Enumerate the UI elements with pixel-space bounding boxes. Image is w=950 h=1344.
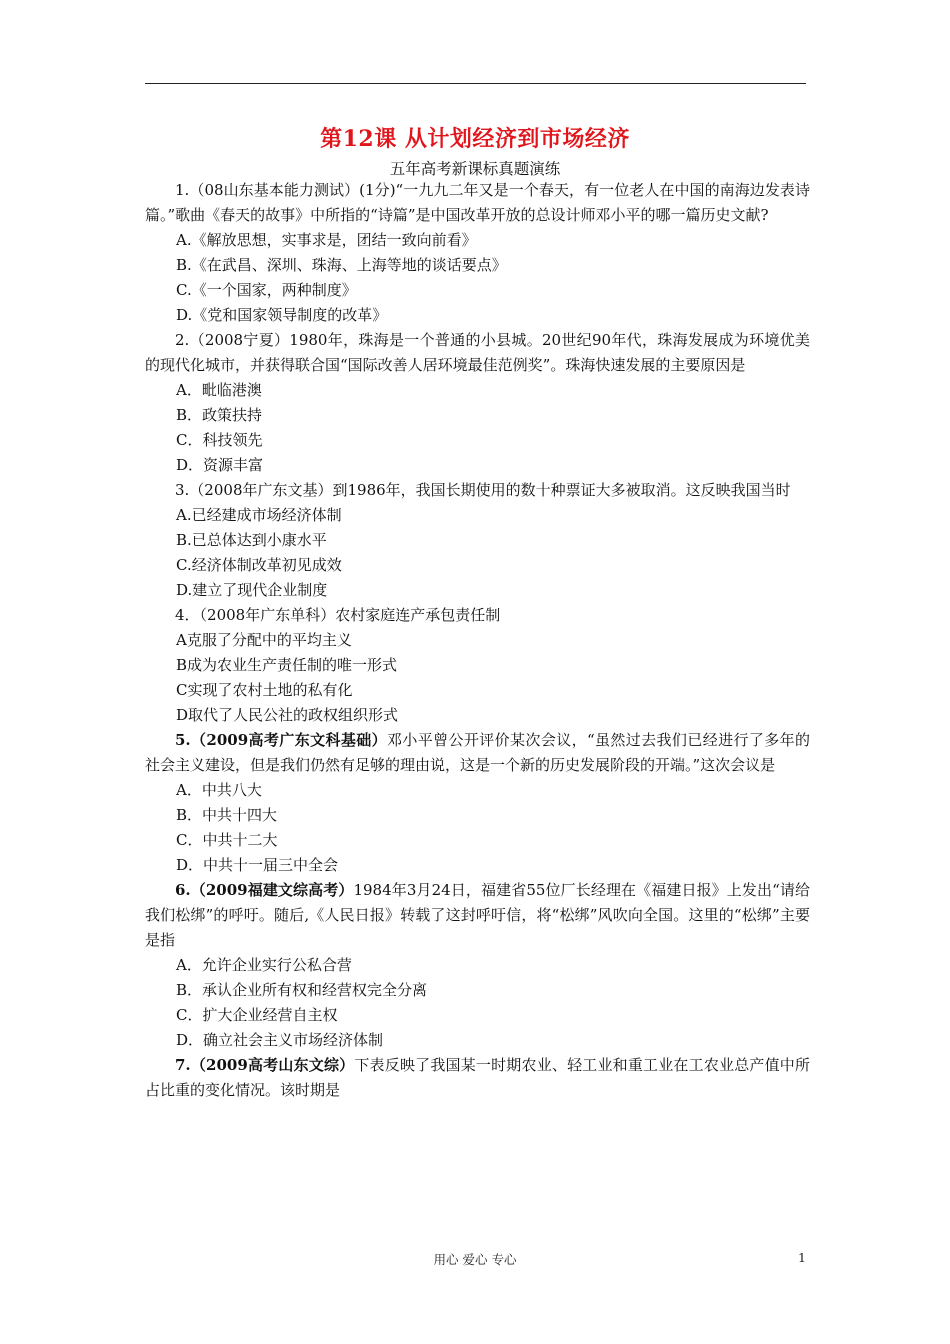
question-source: 7.（2009高考山东文综） (175, 1056, 355, 1074)
question-source: 6.（2009福建文综高考） (175, 881, 354, 899)
question-text: 1984年3月24日，福建省55位厂长经理在《福建日报》上发出“请给我们松绑”的呼吁。随后,《人民日报》转载了这封呼吁信，将“松绑”风吹向全国。这里的“松绑”主要是指 (145, 881, 810, 949)
option-c: C．中共十二大 (176, 831, 278, 849)
question-text: 4．（2008年广东单科）农村家庭连产承包责任制 (175, 606, 501, 624)
question-7 (145, 1053, 810, 1103)
question-1 (145, 178, 810, 328)
question-6 (145, 878, 810, 1053)
option-a: A.《解放思想，实事求是，团结一致向前看》 (176, 231, 477, 249)
document-subtitle: 五年高考新课标真题演练 (389, 160, 561, 178)
header-rule (145, 83, 806, 84)
option-b: B.《在武昌、深圳、珠海、上海等地的谈话要点》 (176, 256, 507, 274)
option-a: A．中共八大 (176, 781, 262, 799)
question-5 (145, 728, 810, 878)
question-stem (145, 478, 810, 503)
option-a: A.已经建成市场经济体制 (176, 506, 342, 524)
option-c: C.《一个国家，两种制度》 (176, 281, 357, 299)
option-b: B．承认企业所有权和经营权完全分离 (176, 981, 428, 999)
option-d: D．资源丰富 (176, 456, 264, 474)
option-b: B.已总体达到小康水平 (176, 531, 327, 549)
option-b: B．政策扶持 (176, 406, 263, 424)
option-c: C.经济体制改革初见成效 (176, 556, 342, 574)
question-source: 5.（2009高考广东文科基础） (175, 731, 387, 749)
page-number: 1 (798, 1250, 806, 1265)
option-d: D.建立了现代企业制度 (176, 581, 328, 599)
question-text: 邓小平曾公开评价某次会议，“虽然过去我们已经进行了多年的社会主义建设，但是我们仍然有足够的理由说，这是一个新的历史发展阶段的开端。”这次会议是 (145, 731, 810, 774)
option-d: D．中共十一届三中全会 (176, 856, 339, 874)
question-text: 下表反映了我国某一时期农业、轻工业和重工业在工农业总产值中所占比重的变化情况。该时期是 (145, 1056, 810, 1099)
question-stem (145, 728, 810, 778)
option-d: D取代了人民公社的政权组织形式 (176, 706, 399, 724)
option-d: D．确立社会主义市场经济体制 (176, 1031, 384, 1049)
option-c: C实现了农村土地的私有化 (176, 681, 353, 699)
option-a: A．允许企业实行公私合营 (176, 956, 352, 974)
question-stem (145, 178, 810, 228)
option-d: D.《党和国家领导制度的改革》 (176, 306, 388, 324)
question-stem (145, 603, 810, 628)
question-stem (145, 1053, 810, 1103)
question-3 (145, 478, 810, 603)
question-text: 2.（2008宁夏）1980年，珠海是一个普通的小县城。20世纪90年代，珠海发展成为环境优美的现代化城市，并获得联合国“国际改善人居环境最佳范例奖”。珠海快速发展的主要原因是 (145, 331, 810, 374)
question-4 (145, 603, 810, 728)
question-2 (145, 328, 810, 478)
question-text: 1.（08山东基本能力测试）(1分)“一九九二年又是一个春天，有一位老人在中国的南海边发表诗篇。”歌曲《春天的故事》中所指的“诗篇”是中国改革开放的总设计师邓小平的哪一篇历史文献? (145, 181, 810, 224)
footer-motto: 用心 爱心 专心 (433, 1252, 517, 1267)
question-text: 3.（2008年广东文基）到1986年，我国长期使用的数十种票证大多被取消。这反映我国当时 (175, 481, 791, 499)
document-title: 第12课 从计划经济到市场经济 (320, 126, 630, 152)
question-stem (145, 328, 810, 378)
option-c: C．科技领先 (176, 431, 263, 449)
option-c: C．扩大企业经营自主权 (176, 1006, 338, 1024)
option-b: B．中共十四大 (176, 806, 278, 824)
option-b: B成为农业生产责任制的唯一形式 (176, 656, 398, 674)
question-stem (145, 878, 810, 953)
option-a: A克服了分配中的平均主义 (176, 631, 352, 649)
option-a: A．毗临港澳 (176, 381, 262, 399)
question-list (145, 178, 810, 1103)
